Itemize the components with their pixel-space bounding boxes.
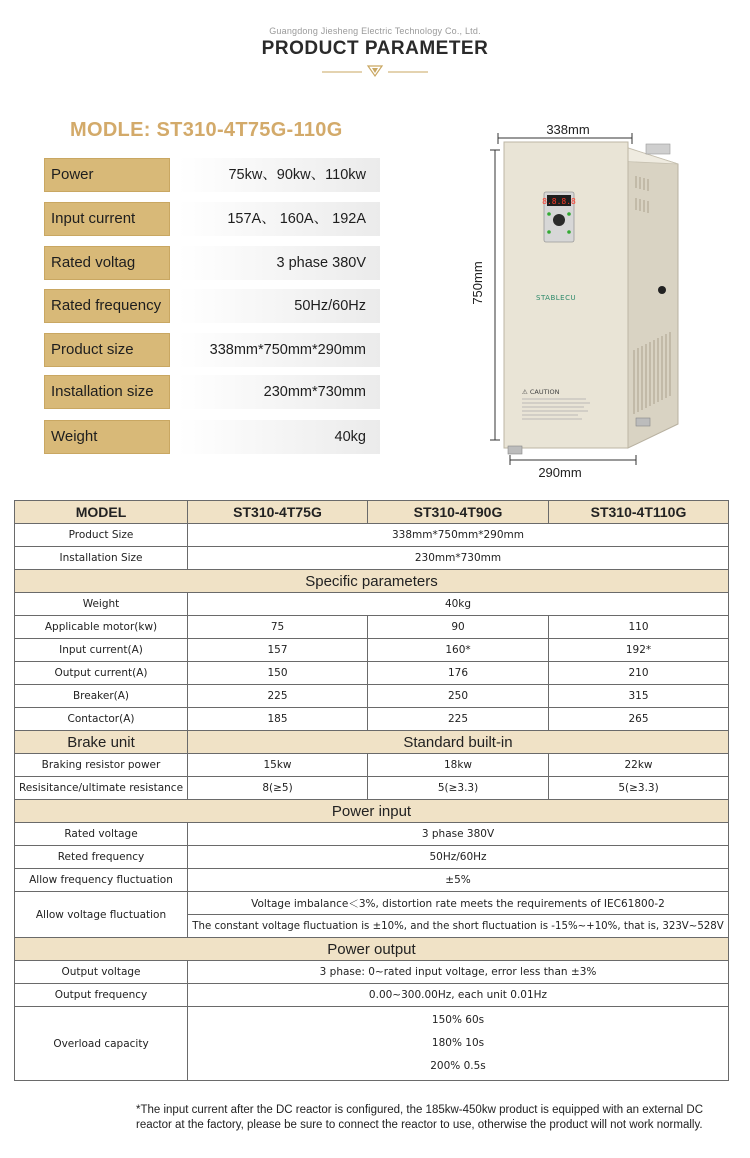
row-value: 230mm*730mm (188, 547, 729, 570)
row-value: 5(≥3.3) (549, 777, 729, 800)
row-label: Breaker(A) (15, 685, 188, 708)
spec-row-rated-frequency (44, 289, 380, 323)
spec-label: Rated frequency (44, 289, 170, 323)
section-power-output: Power output (15, 938, 729, 961)
row-value: 15kw (188, 754, 368, 777)
row-value: 3 phase 380V (188, 823, 729, 846)
overload-line: 150% 60s (431, 1014, 485, 1026)
spec-row-rated-voltage (44, 246, 380, 280)
row-label: Weight (15, 593, 188, 616)
row-label: Contactor(A) (15, 708, 188, 731)
table-row (15, 754, 729, 777)
spec-label: Weight (44, 420, 170, 454)
table-row (15, 524, 729, 547)
table-row (15, 662, 729, 685)
row-value: 225 (368, 708, 549, 731)
keypad-display: 8.8.8.8 (542, 197, 576, 206)
row-value: 315 (549, 685, 729, 708)
row-label: Installation Size (15, 547, 188, 570)
dim-height-label: 750mm (470, 261, 485, 305)
row-value: 110 (549, 616, 729, 639)
specification-table (14, 500, 729, 1081)
spec-value: 40kg (178, 420, 380, 454)
row-label: Allow voltage fluctuation (15, 892, 188, 938)
spec-label: Input current (44, 202, 170, 236)
spec-value: 338mm*750mm*290mm (178, 333, 380, 367)
spec-value: 50Hz/60Hz (178, 289, 380, 323)
row-value: 192* (549, 639, 729, 662)
table-row (15, 685, 729, 708)
header-col1: ST310-4T75G (188, 501, 368, 524)
row-value: 210 (549, 662, 729, 685)
section-row (15, 570, 729, 593)
header-model: MODEL (15, 501, 188, 524)
spec-row-input-current (44, 202, 380, 236)
header-col3: ST310-4T110G (549, 501, 729, 524)
row-label: Output current(A) (15, 662, 188, 685)
row-value: 225 (188, 685, 368, 708)
spec-label: Installation size (44, 375, 170, 409)
row-value: 8(≥5) (188, 777, 368, 800)
row-label: Product Size (15, 524, 188, 547)
row-value: 250 (368, 685, 549, 708)
table-row (15, 869, 729, 892)
company-name: Guangdong Jiesheng Electric Technology Co., Ltd. (269, 26, 481, 36)
table-header-row (15, 501, 729, 524)
brand-logo: STABLECU (536, 294, 577, 302)
dim-width-label: 338mm (546, 122, 590, 137)
table-row (15, 984, 729, 1007)
table-row (15, 961, 729, 984)
row-label: Allow frequency fluctuation (15, 869, 188, 892)
row-label: Rated voltage (15, 823, 188, 846)
table-row (15, 892, 729, 915)
spec-row-installation-size (44, 375, 380, 409)
table-row (15, 708, 729, 731)
table-row (15, 639, 729, 662)
table-row (15, 846, 729, 869)
table-row (15, 547, 729, 570)
spec-row-product-size (44, 333, 380, 367)
row-label: Reted frequency (15, 846, 188, 869)
spec-row-weight (44, 420, 380, 454)
row-value: 5(≥3.3) (368, 777, 549, 800)
section-power-input: Power input (15, 800, 729, 823)
overload-line: 180% 10s (431, 1037, 485, 1049)
table-row (15, 823, 729, 846)
spec-value: 230mm*730mm (178, 375, 380, 409)
row-value: 75 (188, 616, 368, 639)
row-value: ±5% (188, 869, 729, 892)
section-row (15, 938, 729, 961)
spec-label: Product size (44, 333, 170, 367)
brake-unit-label: Brake unit (15, 731, 188, 754)
row-value: 18kw (368, 754, 549, 777)
footnote: *The input current after the DC reactor is configured, the 185kw-450kw product is equipped with an external DC reactor at the factory, please be sure to connect the reactor to use, otherwise the product will not work normally. (136, 1104, 703, 1131)
row-label: Input current(A) (15, 639, 188, 662)
spec-label: Rated voltag (44, 246, 170, 280)
table-row (15, 1007, 729, 1081)
spec-value: 3 phase 380V (178, 246, 380, 280)
dim-depth-label: 290mm (538, 465, 582, 480)
header-col2: ST310-4T90G (368, 501, 549, 524)
page-title: PRODUCT PARAMETER (261, 38, 489, 59)
row-value: 0.00~300.00Hz, each unit 0.01Hz (188, 984, 729, 1007)
row-value: 157 (188, 639, 368, 662)
cabinet-side (628, 148, 678, 448)
row-label: Applicable motor(kw) (15, 616, 188, 639)
spec-value: 157A、 160A、 192A (178, 202, 380, 236)
cable-hole (658, 286, 666, 294)
row-value: 338mm*750mm*290mm (188, 524, 729, 547)
row-value: 22kw (549, 754, 729, 777)
table-row (15, 616, 729, 639)
table-row (15, 777, 729, 800)
row-value: 40kg (188, 593, 729, 616)
row-label: Output frequency (15, 984, 188, 1007)
row-value: 90 (368, 616, 549, 639)
spec-label: Power (44, 158, 170, 192)
row-value: Voltage imbalance＜3%, distortion rate meets the requirements of IEC61800-2 (188, 892, 729, 915)
row-value: The constant voltage fluctuation is ±10%, and the short fluctuation is -15%~+10%, that is, 323V~528V (188, 915, 729, 938)
row-label: Output voltage (15, 961, 188, 984)
row-label: Overload capacity (15, 1007, 188, 1081)
row-label: Braking resistor power (15, 754, 188, 777)
model-heading: MODLE: ST310-4T75G-110G (70, 119, 343, 141)
caution-label: ⚠ CAUTION (522, 388, 560, 396)
row-value: 185 (188, 708, 368, 731)
overload-line: 200% 0.5s (430, 1060, 486, 1072)
table-row (15, 593, 729, 616)
row-value: 150 (188, 662, 368, 685)
row-value: 3 phase: 0~rated input voltage, error less than ±3% (188, 961, 729, 984)
section-row (15, 800, 729, 823)
inverter-product-image (468, 118, 718, 488)
row-value: 160* (368, 639, 549, 662)
row-value: 265 (549, 708, 729, 731)
row-value (188, 1007, 729, 1081)
title-divider-icon (322, 64, 428, 80)
spec-row-power (44, 158, 380, 192)
row-value: 176 (368, 662, 549, 685)
brake-unit-value: Standard built-in (188, 731, 729, 754)
section-specific-parameters: Specific parameters (15, 570, 729, 593)
spec-value: 75kw、90kw、110kw (178, 158, 380, 192)
row-value: 50Hz/60Hz (188, 846, 729, 869)
row-label: Resisitance/ultimate resistance (15, 777, 188, 800)
section-row (15, 731, 729, 754)
